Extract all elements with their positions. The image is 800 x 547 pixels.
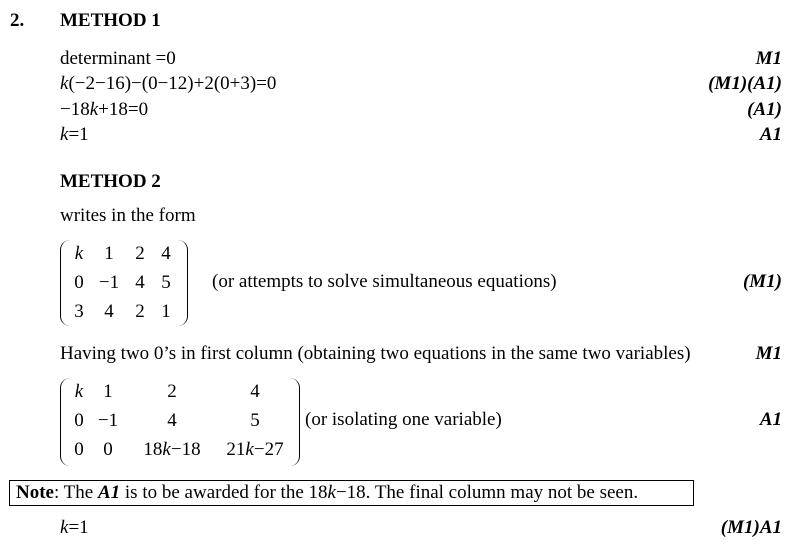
final-mark: (M1)A1 xyxy=(720,517,782,538)
matrix2-note: (or isolating one variable) xyxy=(305,409,502,430)
method1-line-3: −18k+18=0 xyxy=(60,99,149,120)
method1-heading: METHOD 1 xyxy=(60,10,161,31)
mark-m1-step2: M1 xyxy=(755,343,782,364)
note-label: Note xyxy=(16,482,54,503)
method1-line-1: determinant =0 xyxy=(60,48,176,69)
mark-a1-matrix2: A1 xyxy=(759,409,782,430)
note-text: Note: The A1 is to be awarded for the 18k−18. The final column may not be seen. xyxy=(16,482,639,503)
method1-line-4: k=1 xyxy=(60,124,89,145)
final-answer: k=1 xyxy=(60,517,89,538)
mark-a1-paren: (A1) xyxy=(747,99,782,120)
augmented-matrix-1: k 1 2 4 0 −1 4 5 3 4 2 1 xyxy=(60,240,188,326)
question-number: 2. xyxy=(10,10,25,31)
augmented-matrix-2: k 1 2 4 0 −1 4 5 0 0 18k−18 21k−27 xyxy=(60,378,300,466)
method1-line-2: k(−2−16)−(0−12)+2(0+3)=0 xyxy=(60,73,277,94)
mark-m1: M1 xyxy=(755,48,782,69)
mark-m1a1: (M1)(A1) xyxy=(708,73,782,94)
method2-heading: METHOD 2 xyxy=(60,171,161,192)
method2-intro: writes in the form xyxy=(60,205,196,226)
matrix1-note: (or attempts to solve simultaneous equations) xyxy=(212,271,557,292)
mark-m1-paren: (M1) xyxy=(742,271,782,292)
step2-text: Having two 0’s in first column (obtaining two equations in the same two variables) xyxy=(60,343,691,364)
mark-a1: A1 xyxy=(759,124,782,145)
